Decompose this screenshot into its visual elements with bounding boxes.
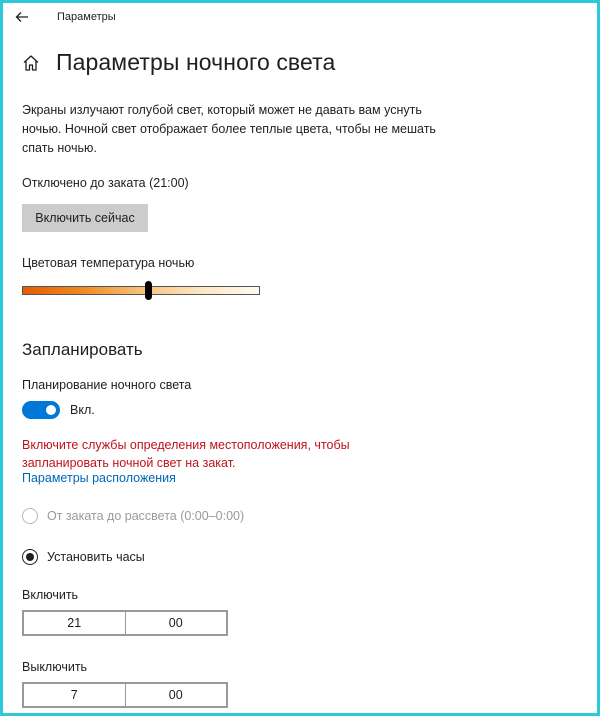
radio-label-sunset: От заката до рассвета (0:00–0:00) (47, 509, 245, 523)
page-header (20, 49, 335, 76)
turn-on-time-label: Включить (22, 588, 79, 602)
turn-on-time-picker[interactable] (22, 610, 228, 636)
night-light-status: Отключено до заката (21:00) (22, 176, 189, 190)
toggle-knob (46, 405, 56, 415)
radio-button-set-hours[interactable] (22, 549, 38, 565)
turn-off-hour[interactable]: 7 (70, 688, 78, 702)
home-button[interactable] (20, 52, 42, 74)
window-title: Параметры (57, 11, 116, 23)
radio-set-hours[interactable] (22, 549, 145, 565)
color-temperature-label: Цветовая температура ночью (22, 256, 195, 270)
turn-off-minute[interactable]: 00 (125, 684, 227, 706)
schedule-section-title: Запланировать (22, 340, 143, 359)
radio-selected-dot (26, 553, 34, 561)
back-arrow-icon (15, 11, 29, 23)
radio-button-sunset[interactable] (22, 508, 38, 524)
back-button[interactable] (11, 6, 33, 28)
radio-label-set-hours: Установить часы (47, 550, 145, 564)
turn-on-now-button[interactable]: Включить сейчас (22, 204, 148, 232)
schedule-toggle-row (22, 401, 95, 419)
location-settings-link[interactable]: Параметры расположения (22, 471, 176, 485)
turn-off-time-label: Выключить (22, 660, 88, 674)
page-description: Экраны излучают голубой свет, который может не давать вам уснуть ночью. Ночной свет отображает более теплые цвета, чтобы не мешать спать ночью. (22, 103, 436, 155)
radio-sunset-to-sunrise[interactable] (22, 508, 244, 524)
schedule-night-light-label: Планирование ночного света (22, 378, 192, 392)
turn-on-minute[interactable]: 00 (125, 612, 227, 634)
color-temperature-slider[interactable] (22, 286, 260, 295)
home-icon (22, 54, 40, 72)
page-title: Параметры ночного света (56, 49, 336, 75)
slider-thumb[interactable] (145, 281, 152, 300)
location-warning: Включите службы определения местоположения, чтобы запланировать ночной свет на закат. (22, 438, 350, 470)
title-bar (3, 3, 597, 33)
schedule-toggle[interactable] (22, 401, 60, 419)
turn-off-time-picker[interactable] (22, 682, 228, 708)
toggle-state-label: Вкл. (70, 403, 95, 417)
turn-on-hour[interactable]: 21 (67, 616, 82, 630)
